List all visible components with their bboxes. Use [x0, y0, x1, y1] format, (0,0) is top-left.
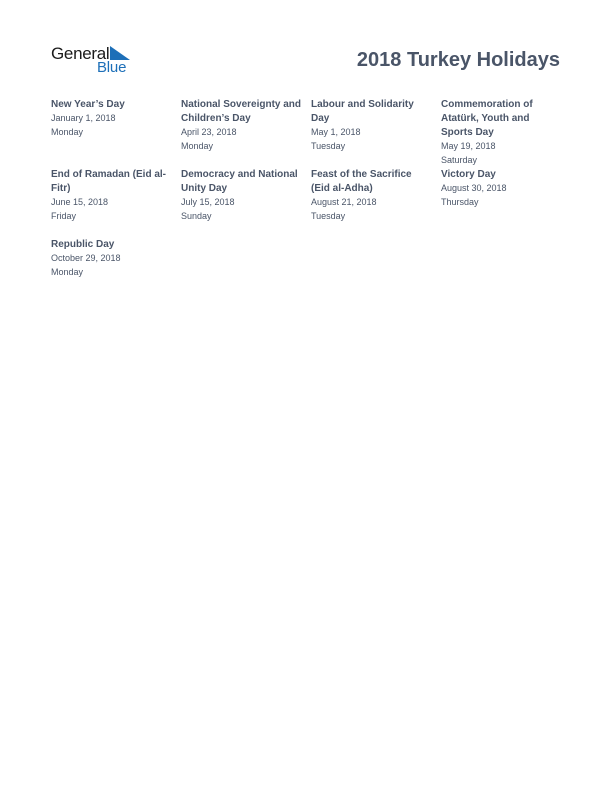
- holiday-date: May 1, 2018: [311, 127, 361, 137]
- holiday-name: Democracy and National Unity Day: [181, 169, 298, 194]
- holiday-date: January 1, 2018: [51, 113, 116, 123]
- holiday-item: [51, 168, 173, 223]
- holiday-name: New Year’s Day: [51, 99, 125, 110]
- holiday-item: [441, 168, 563, 209]
- holiday-name: National Sovereignty and Children’s Day: [181, 99, 302, 124]
- holiday-weekday: Sunday: [181, 210, 212, 221]
- holiday-date: October 29, 2018: [51, 253, 121, 263]
- logo-text-blue: Blue: [97, 59, 127, 76]
- holiday-weekday: Tuesday: [311, 210, 346, 221]
- holiday-weekday: Monday: [51, 126, 84, 137]
- triangle-flag-icon: [110, 46, 130, 60]
- holiday-item: [311, 168, 433, 223]
- holiday-name: Labour and Solidarity Day: [311, 99, 414, 124]
- holiday-weekday: Monday: [181, 140, 214, 151]
- holiday-item: [51, 238, 173, 279]
- holiday-name: End of Ramadan (Eid al-Fitr): [51, 169, 167, 194]
- generalblue-logo: [51, 44, 141, 78]
- holiday-date: August 30, 2018: [441, 183, 507, 193]
- holiday-weekday: Thursday: [441, 196, 479, 207]
- holiday-weekday: Friday: [51, 210, 77, 221]
- holiday-date: August 21, 2018: [311, 197, 377, 207]
- holiday-weekday: Monday: [51, 266, 84, 277]
- holiday-name: Feast of the Sacrifice (Eid al-Adha): [311, 169, 412, 194]
- holiday-item: [311, 98, 433, 153]
- holiday-weekday: Saturday: [441, 154, 478, 165]
- holiday-item: [181, 98, 303, 153]
- logo-text-general: General: [51, 44, 110, 63]
- holiday-weekday: Tuesday: [311, 140, 346, 151]
- holiday-date: April 23, 2018: [181, 127, 237, 137]
- page-title: 2018 Turkey Holidays: [356, 49, 560, 71]
- holiday-date: June 15, 2018: [51, 197, 109, 207]
- holiday-name: Victory Day: [441, 169, 496, 180]
- holiday-item: [181, 168, 303, 223]
- holiday-item: [51, 98, 173, 139]
- holiday-name: Commemoration of Atatürk, Youth and Sports Day: [441, 99, 533, 138]
- holiday-item: [441, 98, 551, 167]
- holiday-date: July 15, 2018: [181, 197, 235, 207]
- holiday-date: May 19, 2018: [441, 141, 496, 151]
- holiday-name: Republic Day: [51, 239, 115, 250]
